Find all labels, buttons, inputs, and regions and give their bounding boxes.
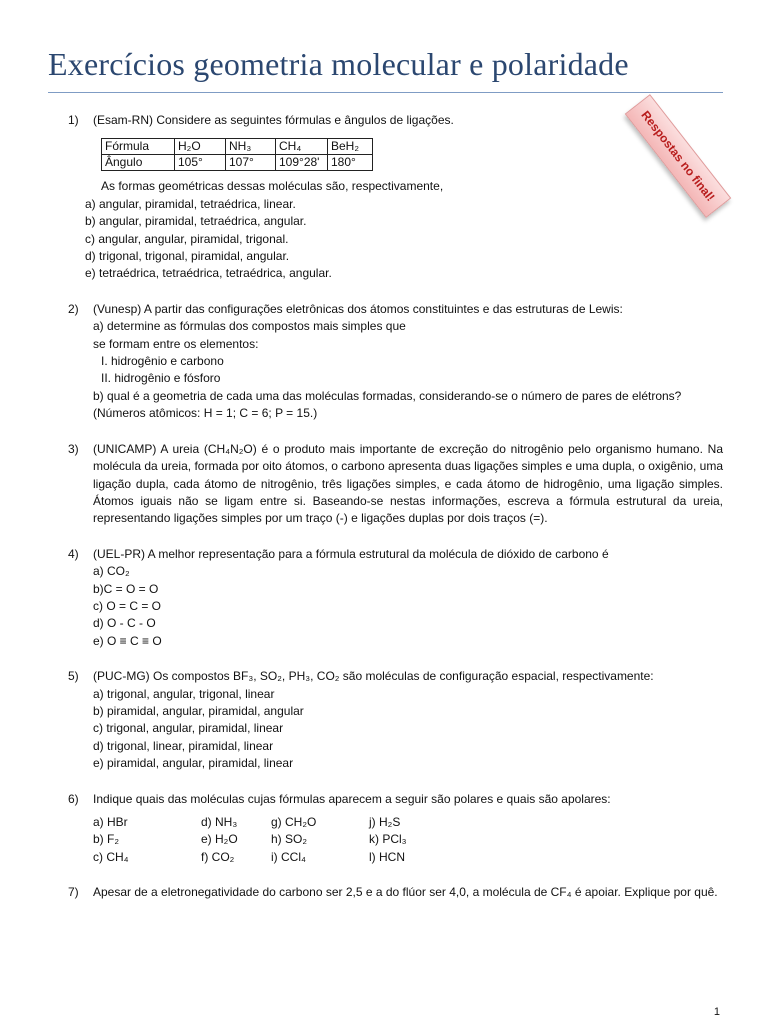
question-5 <box>68 668 723 772</box>
table-row <box>102 155 373 171</box>
answers-stamp-label: Respostas no final! <box>638 108 718 204</box>
question-lead: As formas geométricas dessas moléculas são, respectivamente, <box>101 179 444 194</box>
table-cell: 180° <box>328 155 373 171</box>
table-cell: H₂O <box>175 139 226 155</box>
question-text: (PUC-MG) Os compostos BF₃, SO₂, PH₃, CO₂ são moléculas de configuração espacial, respectivamente: <box>93 669 654 684</box>
molecule-grid <box>93 814 723 866</box>
molecule-item: e) H₂O <box>201 832 238 847</box>
page-title: Exercícios geometria molecular e polaridade <box>48 46 629 82</box>
molecule-item: j) H₂S <box>369 815 401 829</box>
question-text: (UEL-PR) A melhor representação para a fórmula estrutural da molécula de dióxido de carbono é <box>93 546 609 561</box>
option: c) angular, angular, piramidal, trigonal. <box>85 231 289 246</box>
table-cell: BeH₂ <box>328 139 373 155</box>
option: c) trigonal, angular, piramidal, linear <box>93 721 284 736</box>
molecule-item: c) CH₄ <box>93 849 129 864</box>
page-number: 1 <box>713 1006 720 1018</box>
question-1 <box>68 112 723 283</box>
table-cell: CH₄ <box>276 139 328 155</box>
question-number: 6) <box>68 791 79 806</box>
molecule-item: l) HCN <box>369 849 405 864</box>
question-6 <box>68 791 723 867</box>
molecule-item: g) CH₂O <box>271 815 317 829</box>
table-cell: 109°28' <box>276 155 328 171</box>
molecule-item: h) SO₂ <box>271 832 307 847</box>
exercise-list <box>68 112 723 920</box>
question-number: 2) <box>68 301 79 316</box>
option: a) angular, piramidal, tetraédrica, linear. <box>85 196 296 211</box>
bond-angle-table <box>101 138 373 171</box>
roman-item: II. hidrogênio e fósforo <box>101 371 221 386</box>
molecule-item: i) CCl₄ <box>271 849 306 864</box>
table-cell: NH₃ <box>226 139 276 155</box>
item-a-continued: se formam entre os elementos: <box>93 336 259 351</box>
question-number: 3) <box>68 441 79 456</box>
option: a) trigonal, angular, trigonal, linear <box>93 686 275 701</box>
option: a) CO₂ <box>93 564 130 579</box>
option: e) O ≡ C ≡ O <box>93 633 162 648</box>
option: c) O = C = O <box>93 598 162 613</box>
molecule-item: a) HBr <box>93 815 128 829</box>
molecule-item: d) NH₃ <box>201 815 238 829</box>
roman-item: I. hidrogênio e carbono <box>101 354 224 369</box>
question-text: Apesar de a eletronegatividade do carbono ser 2,5 e a do flúor ser 4,0, a molécula de CF₄ é apoiar. Explique por quê. <box>93 885 718 900</box>
option: d) O - C - O <box>93 616 156 631</box>
question-number: 5) <box>68 669 79 684</box>
option: b)C = O = O <box>93 581 159 596</box>
question-4 <box>68 546 723 650</box>
option: e) tetraédrica, tetraédrica, tetraédrica, angular. <box>85 266 332 281</box>
table-cell: Fórmula <box>102 139 175 155</box>
question-7 <box>68 884 723 901</box>
option: d) trigonal, linear, piramidal, linear <box>93 738 274 753</box>
question-number: 7) <box>68 885 79 900</box>
question-text: (Vunesp) A partir das configurações eletrônicas dos átomos constituintes e das estruturas de Lewis: <box>93 301 623 316</box>
table-cell: 107° <box>226 155 276 171</box>
molecule-item: f) CO₂ <box>201 849 235 864</box>
table-row <box>102 139 373 155</box>
molecule-item: b) F₂ <box>93 832 119 847</box>
atomic-numbers-note: (Números atômicos: H = 1; C = 6; P = 15.) <box>93 406 318 421</box>
question-3 <box>68 441 723 528</box>
question-2 <box>68 301 723 423</box>
molecule-item: k) PCl₃ <box>369 832 407 847</box>
question-number: 1) <box>68 113 79 127</box>
question-number: 4) <box>68 546 79 561</box>
question-text: Indique quais das moléculas cujas fórmulas aparecem a seguir são polares e quais são apolares: <box>93 791 611 806</box>
option: d) trigonal, trigonal, piramidal, angular. <box>85 249 290 264</box>
question-text: (Esam-RN) Considere as seguintes fórmulas e ângulos de ligações. <box>93 113 454 127</box>
item-b: b) qual é a geometria de cada uma das moléculas formadas, considerando-se o número de pares de elétrons? <box>93 388 682 403</box>
option: b) piramidal, angular, piramidal, angular <box>93 703 304 718</box>
title-divider <box>48 92 723 93</box>
item-a: a) determine as fórmulas dos compostos mais simples que <box>93 319 406 334</box>
option: b) angular, piramidal, tetraédrica, angular. <box>85 214 307 229</box>
table-cell: Ângulo <box>102 155 175 171</box>
table-cell: 105° <box>175 155 226 171</box>
option: e) piramidal, angular, piramidal, linear <box>93 756 294 771</box>
question-text: (UNICAMP) A ureia (CH₄N₂O) é o produto mais importante de excreção do nitrogênio pelo organismo humano. Na molécula da ureia, formada por oito átomos, o carbono apresenta duas ligações simples e uma dupla, o oxigênio, uma ligação dupla, cada átomo de nitrogênio, três ligações simples, e cada átomo de hidrogênio, uma ligação simples. Átomos iguais não se ligam entre si. Baseando-se nestas informações, escreva a fórmula estrutural da ureia, representando ligações simples por um traço (-) e ligações duplas por dois traços (=). <box>93 441 723 526</box>
